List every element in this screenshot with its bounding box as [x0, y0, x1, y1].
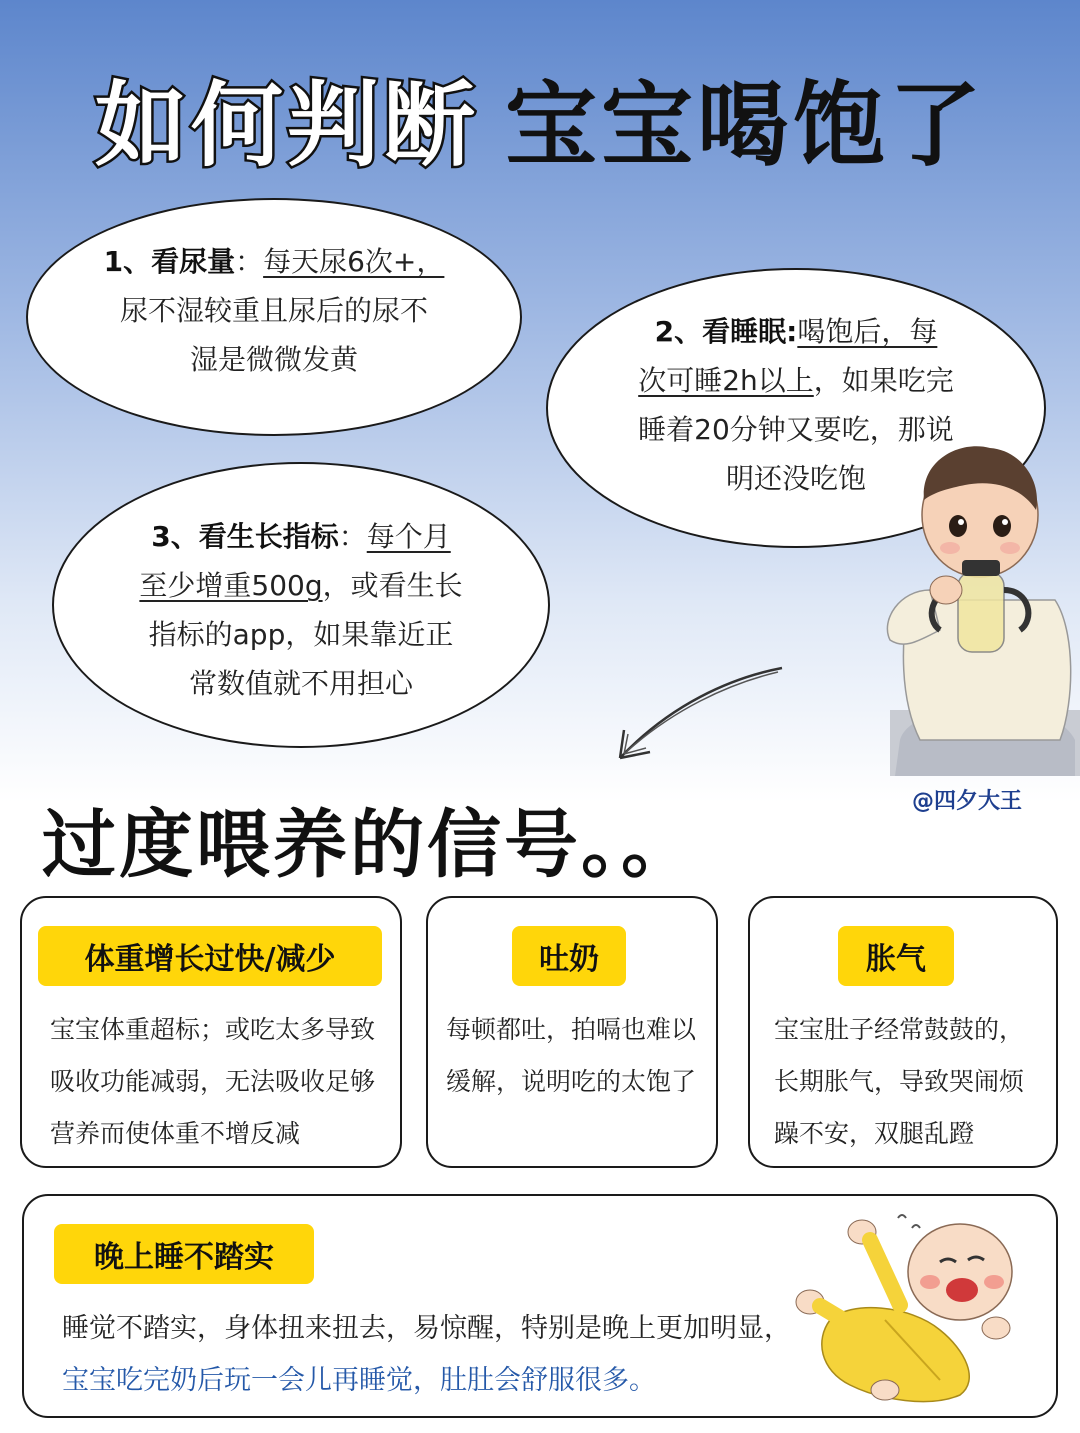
card-highlight-line: 宝宝吃完奶后玩一会儿再睡觉，肚肚会舒服很多。 [62, 1365, 656, 1396]
signal-card-bloating [748, 896, 1058, 1168]
card-desc [774, 1004, 1046, 1160]
tip-bubble-urine [26, 198, 522, 436]
tip-rest: ，如果吃完 [813, 364, 954, 397]
tip-sep: ： [338, 520, 367, 553]
tip-label: 1、看尿量 [103, 244, 236, 278]
signal-card-weight [20, 896, 402, 1168]
card-line: 睡觉不踏实，身体扭来扭去，易惊醒，特别是晚上更加明显， [62, 1313, 791, 1344]
card-line: 每顿都吐，拍嗝也难以 [446, 1015, 697, 1044]
tip-underlined: 至少增重500g [139, 569, 323, 602]
tip-underlined: 喝饱后，每 [797, 315, 938, 348]
arrow-icon [600, 660, 790, 770]
tip-label: 3、看生长指标 [151, 520, 339, 553]
tip-underlined: 每天尿6次+， [263, 244, 445, 278]
card-line: 吸收功能减弱，无法吸收足够 [50, 1067, 376, 1096]
tip-line: 明还没吃饱 [725, 462, 866, 495]
card-line: 长期胀气，导致哭闹烦 [774, 1067, 1025, 1096]
tip-underlined: 每个月 [366, 520, 451, 553]
card-tag: 体重增长过快/减少 [38, 926, 382, 986]
tip-line: 睡着20分钟又要吃，那说 [638, 413, 954, 446]
tip-bubble-growth [52, 462, 550, 748]
signal-card-spit-up [426, 896, 718, 1168]
tip-rest: ，或看生长 [322, 569, 463, 602]
tip-line: 湿是微微发黄 [189, 342, 358, 376]
title-part1: 如何判断 [94, 72, 479, 179]
section-title: 过度喂养的信号。。 [42, 802, 698, 888]
card-line: 躁不安，双腿乱蹬 [774, 1119, 975, 1148]
card-desc [446, 1004, 708, 1108]
card-tag: 胀气 [838, 926, 954, 986]
card-line: 缓解，说明吃的太饱了 [446, 1067, 697, 1096]
card-tag: 吐奶 [512, 926, 626, 986]
card-line: 宝宝肚子经常鼓鼓的， [774, 1015, 1025, 1044]
page-title [0, 52, 1080, 184]
card-line: 宝宝体重超标；或吃太多导致 [50, 1015, 376, 1044]
author-handle: @四夕大王 [912, 789, 1023, 814]
card-desc [50, 1004, 390, 1160]
tip-underlined: 次可睡2h以上 [638, 364, 814, 397]
tip-line: 常数值就不用担心 [188, 667, 413, 700]
card-line: 营养而使体重不增反减 [50, 1119, 301, 1148]
tip-line: 尿不湿较重且尿后的尿不 [119, 293, 428, 327]
baby-drinking-illustration [870, 440, 1080, 776]
tip-bubble-text [131, 512, 471, 708]
tip-label: 2、看睡眠: [654, 315, 798, 348]
title-part2: 宝宝喝饱了 [505, 72, 986, 179]
tip-sep: ： [235, 244, 264, 278]
crying-baby-illustration [790, 1210, 1020, 1410]
card-tag: 晚上睡不踏实 [54, 1224, 314, 1284]
tip-line: 指标的app，如果靠近正 [148, 618, 454, 651]
tip-bubble-text [94, 237, 454, 384]
